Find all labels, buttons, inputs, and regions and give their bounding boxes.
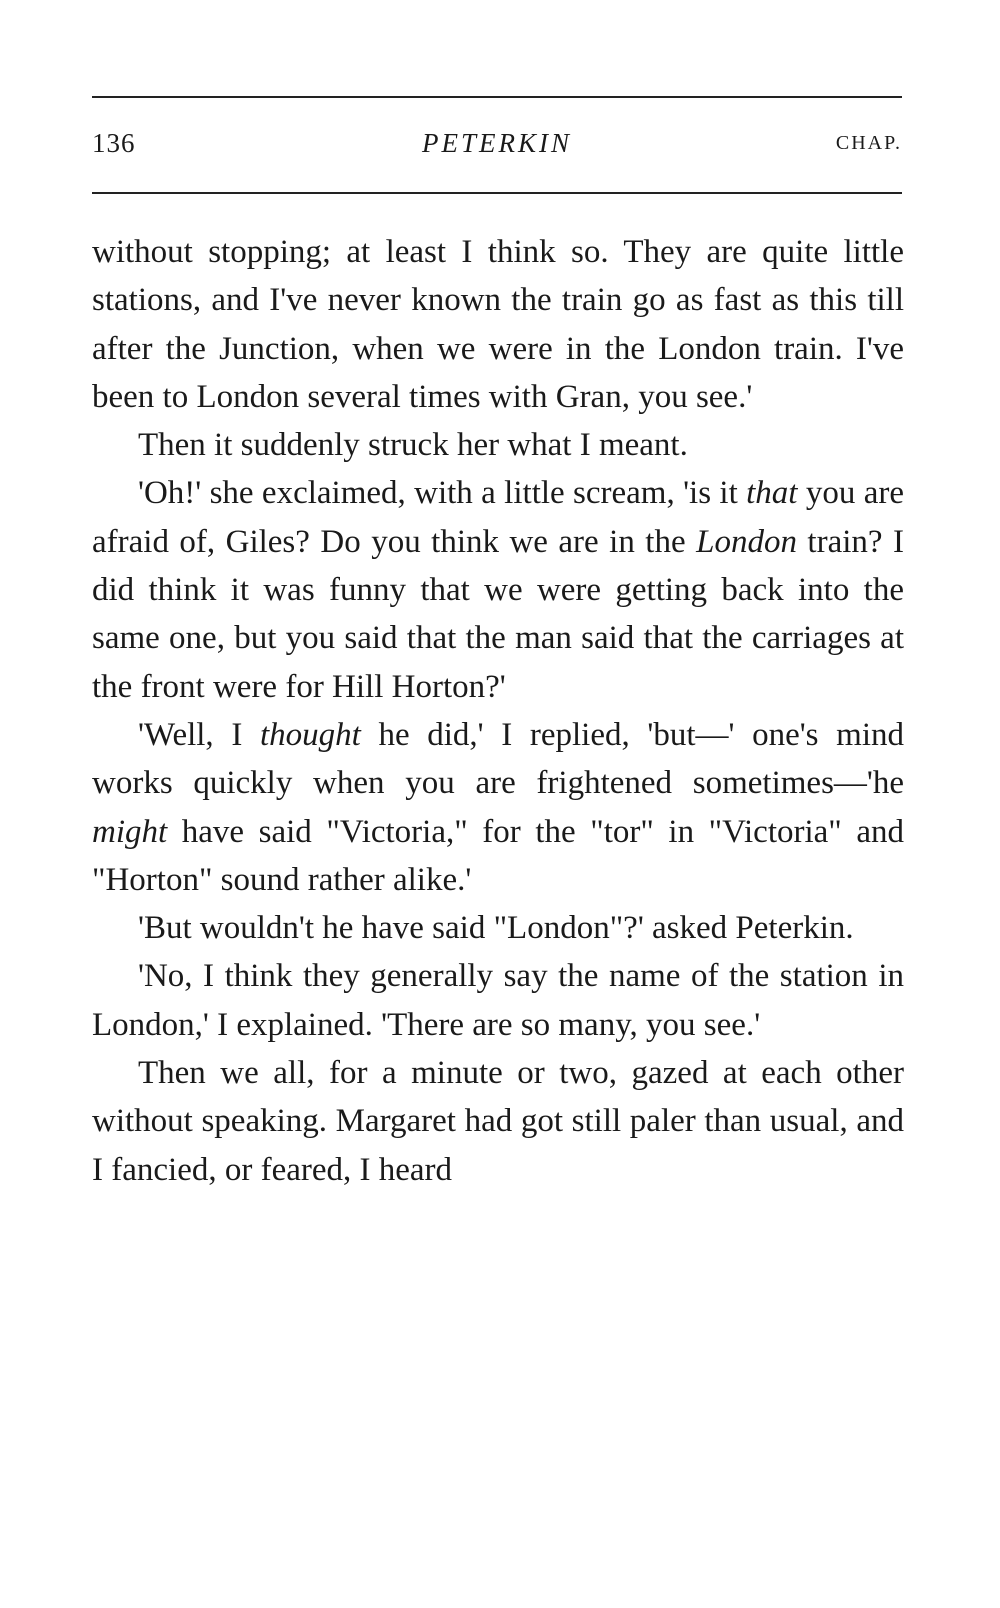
paragraph-text: 'No, I think they generally say the name of the station in London,' I explained. 'There are so many, you see.' <box>92 958 904 1043</box>
paragraph-2 <box>92 421 904 469</box>
paragraph-text: Then we all, for a minute or two, gazed at each other without speaking. Margaret had got still paler than usual, and I fancied, or feared, I heard <box>92 1055 904 1188</box>
paragraph-4 <box>92 711 904 904</box>
body-text <box>92 228 904 1194</box>
header-bottom-rule <box>92 192 902 194</box>
paragraph-text: without stopping; at least I think so. They are quite little stations, and I've never known the train go as fast as this till after the Junction, when we were in the London train. I've been to London several times with Gran, you see.' <box>92 234 904 415</box>
paragraph-text: Then it suddenly struck her what I meant. <box>138 427 688 464</box>
paragraph-text: have said "Victoria," for the "tor" in "Victoria" and "Horton" sound rather alike.' <box>92 813 904 898</box>
paragraph-text: 'Well, I <box>138 716 260 753</box>
paragraph-6 <box>92 952 904 1049</box>
italic-emphasis: London <box>696 523 797 560</box>
running-title: PETERKIN <box>422 128 572 158</box>
paragraph-1 <box>92 228 904 421</box>
italic-emphasis: that <box>746 475 798 512</box>
paragraph-5 <box>92 904 904 952</box>
paragraph-text: 'Oh!' she exclaimed, with a little scream, 'is it <box>138 475 747 512</box>
header-top-rule <box>92 96 902 98</box>
italic-emphasis: thought <box>259 716 361 753</box>
running-header <box>92 128 902 168</box>
paragraph-text: 'But wouldn't he have said "London"?' asked Peterkin. <box>138 910 854 947</box>
page-number: 136 <box>92 128 136 158</box>
italic-emphasis: might <box>92 813 168 850</box>
paragraph-text: he did,' I replied, 'but—' one's mind works quickly when you are frightened sometimes—'he <box>92 716 904 802</box>
paragraph-7 <box>92 1049 904 1194</box>
paragraph-3 <box>92 469 904 710</box>
paragraph-text: you are afraid of, Giles? Do you think we are in the <box>92 475 904 560</box>
paragraph-text: train? I did think it was funny that we were getting back into the same one, but you said that the man said that the carriages at the front were for Hill Horton?' <box>92 523 904 705</box>
chapter-label: CHAP. <box>835 132 902 154</box>
